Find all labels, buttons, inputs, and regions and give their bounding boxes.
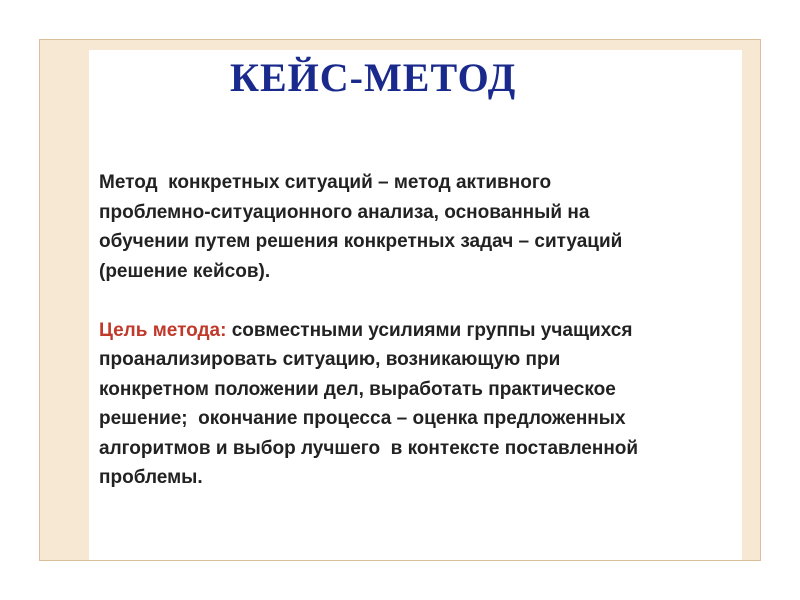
paragraph-spacer <box>99 286 739 316</box>
slide-title: КЕЙС-МЕТОД <box>230 55 517 100</box>
goal-line: алгоритмов и выбор лучшего в контексте поставленной <box>99 437 639 459</box>
goal-first-line <box>99 316 739 346</box>
goal-line: решение; окончание процесса – оценка предложенных <box>99 408 626 429</box>
goal-line: проблемы. <box>99 467 203 488</box>
goal-line: проанализировать ситуацию, возникающую при <box>99 349 561 370</box>
slide-body <box>99 168 739 493</box>
goal-label: Цель метода: <box>99 319 227 341</box>
goal-line: конкретном положении дел, выработать практическое <box>99 378 616 400</box>
definition-line: Метод конкретных ситуаций – метод активного <box>99 172 552 193</box>
definition-line: проблемно-ситуационного анализа, основанный на <box>99 201 590 223</box>
definition-line: (решение кейсов). <box>99 260 271 282</box>
goal-line-rest: совместными усилиями группы учащихся <box>226 319 633 341</box>
definition-line: обучении путем решения конкретных задач – ситуаций <box>99 231 623 252</box>
